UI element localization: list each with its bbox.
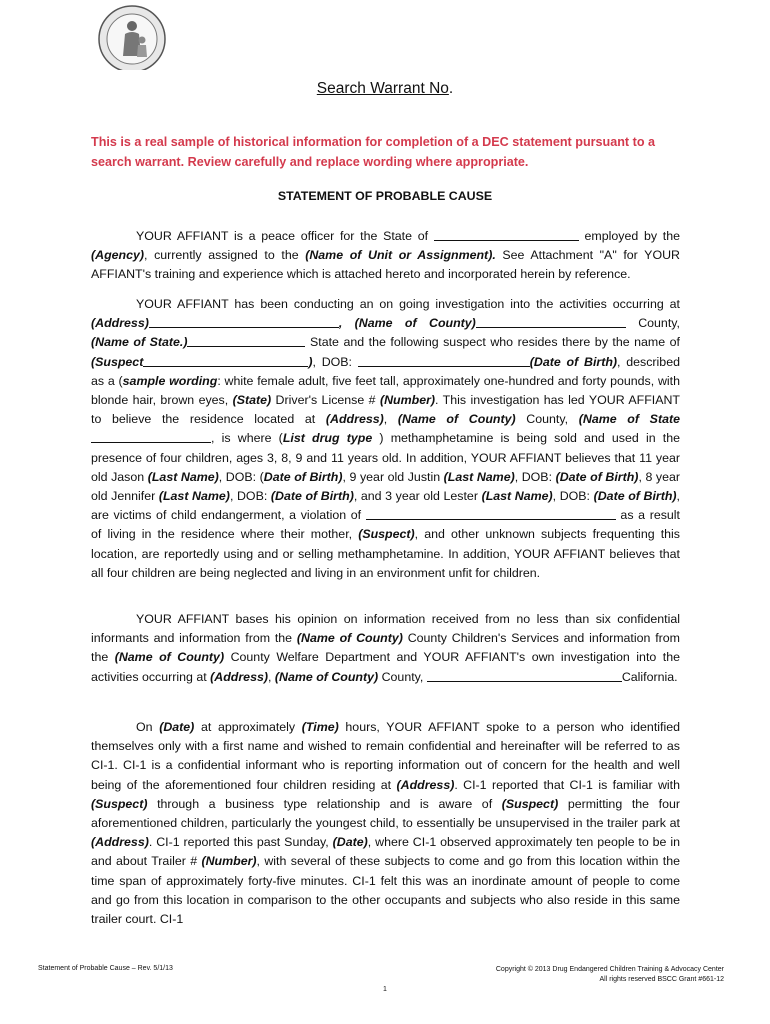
document-title — [0, 80, 770, 98]
footer-revision: Statement of Probable Cause – Rev. 5/1/13 — [38, 965, 173, 972]
state-blank[interactable] — [434, 228, 579, 241]
address-blank[interactable] — [149, 315, 339, 328]
page-number: 1 — [383, 986, 387, 993]
section-heading: STATEMENT OF PROBABLE CAUSE — [277, 189, 493, 203]
violation-blank[interactable] — [366, 507, 616, 520]
sample-notice: This is a real sample of historical information for completion of a DEC statement pursuant to a search warrant. Review carefully and replace wording where appropriate. — [91, 135, 656, 169]
footer-copyright — [496, 965, 724, 985]
county-blank-2[interactable] — [427, 669, 622, 682]
title-tail: . — [448, 80, 454, 97]
copyright-line: Copyright © 2013 Drug Endangered Children Training & Advocacy Center — [495, 966, 724, 973]
state-name-blank-2[interactable] — [91, 430, 211, 443]
paragraph-investigation: YOUR AFFIANT has been conducting an on going investigation into the activities occurring at (Address) , (Name of County) County, (Name of State.) State and the following suspect who resides there by the name of (Suspect ), DOB: (Date of Birth), described as a (sample wording: white female adult, five feet tall, approximately one-hundred and forty pounds, with blonde hair, brown eyes, (State) Driver's License # (Number). This investigation has led YOUR AFFIANT to believe the residence located at (Address), (Name of County) County, (Name of State, is where (List drug type ) methamphetamine is being sold and used in the presence of four children, ages 3, 8, 9 and 11 years old. In addition, YOUR AFFIANT believes that 11 year old Jason (Last Name), DOB: (Date of Birth), 9 year old Justin (Last Name), DOB: (Date of Birth), 8 year old Jennifer (Last Name), DOB: (Date of Birth), and 3 year old Lester (Last Name), DOB: (Date of Birth), are victims of child endangerment, a violation of as a result of living in the residence where their mother, (Suspect), and other unknown subjects frequenting this location, are reportedly using and or selling methamphetamine. In addition, YOUR AFFIANT believes that all four children are being neglected and living in an environment unfit for children. — [91, 297, 681, 580]
grant-line: All rights reserved BSCC Grant #661-12 — [599, 976, 724, 983]
title-text: Search Warrant No — [316, 80, 449, 97]
paragraph-ci1-report: On (Date) at approximately (Time) hours, YOUR AFFIANT spoke to a person who identified themselves only with a first name and wished to remain confidential and hereinafter will be referred to as CI-1. CI-1 is a confidential informant who is reporting information out of concern for the health and well being of the aforementioned four children residing at (Address). CI-1 reported that CI-1 is familiar with (Suspect) through a business type relationship and is aware of (Suspect) permitting the four aforementioned children, particularly the youngest child, to essentially be unsupervised in the trailer park at (Address). CI-1 reported this past Sunday, (Date), where CI-1 observed approximately ten people to be in and about Trailer # (Number), with several of these subjects to come and go from this location within the time span of approximately forty-five minutes. CI-1 felt this was an inordinate amount of people to come and go from this location in comparison to the other occupants and subjects who also reside in this same trailer court. CI-1 — [91, 720, 680, 927]
paragraph-affiant-intro: YOUR AFFIANT is a peace officer for the State of employed by the (Agency), currently assigned to the (Name of Unit or Assignment). See Attachment "A" for YOUR AFFIANT's training and experience which is attached hereto and incorporated herein by reference. — [91, 229, 680, 282]
state-name-blank[interactable] — [187, 334, 305, 347]
county-blank[interactable] — [476, 315, 626, 328]
paragraph-informants: YOUR AFFIANT bases his opinion on information received from no less than six confidential informants and information from the (Name of County) County Children's Services and information from the (Name of County) County Welfare Department and YOUR AFFIANT's own investigation into the activities occurring at (Address), (Name of County) County, California. — [91, 612, 680, 684]
suspect-blank[interactable] — [143, 354, 308, 367]
dob-blank[interactable] — [358, 354, 530, 367]
